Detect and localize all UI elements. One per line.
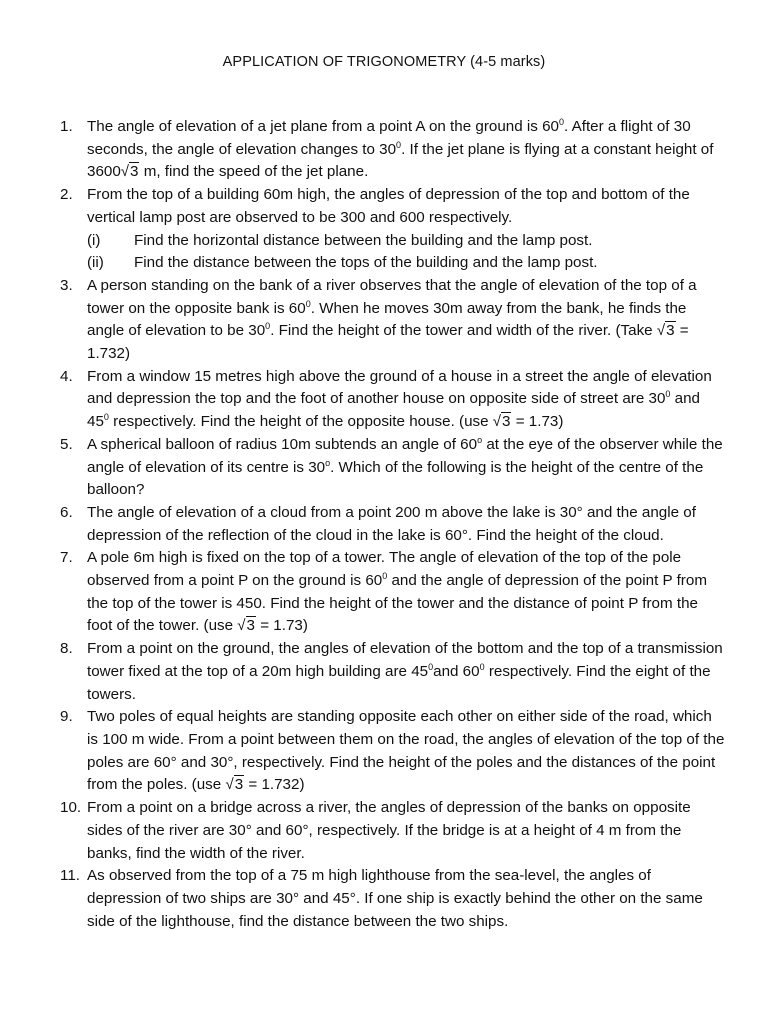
question-number: 3. — [60, 276, 73, 294]
question-text: The angle of elevation of a cloud from a point 200 m above the lake is 30° and the angle of depression of the reflection of the cloud in the lake is 60°. Find the height of the cloud. — [87, 503, 696, 544]
question-1 — [60, 116, 726, 184]
degree-superscript: 0 — [428, 661, 434, 672]
sub-question-text: Find the horizontal distance between the building and the lamp post. — [134, 231, 593, 249]
question-text: m, find the speed of the jet plane. — [139, 163, 369, 181]
question-number: 1. — [60, 118, 73, 135]
square-root-symbol: √3 — [237, 617, 255, 635]
question-7 — [60, 547, 726, 638]
question-text: From a window 15 metres high above the ground of a house in a street the angle of elevation and depression the top and the foot of another house on opposite side of street are 30 — [87, 367, 712, 408]
sub-question-ii — [87, 252, 726, 275]
question-text: and 60 — [433, 662, 480, 680]
document-title: APPLICATION OF TRIGONOMETRY (4-5 marks) — [222, 54, 546, 70]
question-number: 4. — [60, 367, 73, 385]
question-text: A pole 6m high is fixed on the top of a tower. The angle of elevation of the top of the pole observed from a point P on the ground is 60 — [87, 549, 682, 590]
degree-superscript: 0 — [665, 389, 671, 400]
question-6 — [60, 502, 726, 547]
question-5 — [60, 434, 726, 502]
question-number: 5. — [60, 435, 73, 453]
question-text: = 1.73) — [255, 617, 308, 635]
sub-question-label: (ii) — [87, 254, 104, 272]
sub-question-text: Find the distance between the tops of the building and the lamp post. — [134, 254, 598, 272]
question-text: A spherical balloon of radius 10m subtends an angle of 60 — [87, 435, 478, 453]
degree-superscript: o — [325, 457, 331, 468]
question-4 — [60, 366, 726, 434]
degree-superscript: 0 — [479, 661, 485, 672]
question-number: 8. — [60, 640, 73, 658]
question-text: respectively. Find the height of the opposite house. (use — [108, 413, 493, 431]
sub-question-label: (i) — [87, 231, 101, 249]
question-number: 7. — [60, 549, 73, 567]
question-text: As observed from the top of a 75 m high lighthouse from the sea-level, the angles of depression of two ships are 30° and 45°. If one ship is exactly behind the other on the same side of the lighthouse, find the distance between the two ships. — [87, 867, 703, 930]
question-8 — [60, 638, 726, 706]
degree-superscript: 0 — [103, 412, 109, 423]
question-text: at the eye of the observer while the angle of elevation of its centre is 30 — [87, 435, 723, 476]
question-text: . Which of the following is the height of the centre of the balloon? — [87, 458, 704, 499]
question-text: = 1.732) — [87, 322, 689, 363]
question-text: . Find the height of the tower and width of the river. (Take — [270, 322, 657, 340]
degree-superscript: 0 — [382, 571, 388, 582]
question-text: . When he moves 30m away from the bank, he finds the angle of elevation to be 30 — [87, 299, 687, 340]
question-number: 9. — [60, 708, 73, 726]
question-text: . After a flight of 30 seconds, the angle of elevation changes to 30 — [87, 118, 691, 158]
square-root-symbol: √3 — [656, 322, 675, 340]
sub-question-i — [87, 230, 726, 253]
question-number: 10. — [60, 799, 82, 817]
degree-superscript: 0 — [396, 139, 402, 150]
question-text: A person standing on the bank of a river observes that the angle of elevation of the top of a tower on the opposite bank is 60 — [87, 276, 697, 317]
degree-superscript: 0 — [265, 321, 271, 332]
square-root-symbol: √3 — [225, 776, 244, 794]
question-2 — [60, 184, 726, 275]
question-number: 11. — [60, 867, 80, 885]
question-10 — [60, 797, 726, 865]
question-text: Two poles of equal heights are standing opposite each other on either side of the road, which is 100 m wide. From a point between them on the road, the angles of elevation of the top of the poles are 60° and 30°, respectively. Find the height of the poles and the distances of the point from the poles. (use — [87, 708, 725, 794]
question-text: respectively. Find the eight of the towers. — [87, 662, 711, 703]
question-list — [60, 116, 726, 933]
question-text: From a point on the ground, the angles of elevation of the bottom and the top of a transmission tower fixed at the top of a 20m high building are 45 — [87, 640, 723, 680]
degree-superscript: o — [477, 434, 483, 445]
question-3 — [60, 275, 726, 366]
question-text: and 45 — [87, 390, 700, 431]
square-root-symbol: √3 — [120, 163, 139, 181]
question-text: From the top of a building 60m high, the angles of depression of the top and bottom of the vertical lamp post are observed to be 300 and 600 respectively. — [87, 186, 690, 226]
question-9 — [60, 706, 726, 797]
question-text: From a point on a bridge across a river, the angles of depression of the banks on opposite sides of the river are 30° and 60°, respectively. If the bridge is at a height of 4 m from the banks, find the width of the river. — [87, 799, 691, 862]
square-root-symbol: √3 — [492, 413, 511, 431]
question-text: = 1.73) — [511, 413, 564, 431]
question-11 — [60, 865, 726, 933]
question-text: . If the jet plane is flying at a constant height of 3600 — [87, 140, 714, 181]
degree-superscript: 0 — [558, 117, 564, 127]
degree-superscript: 0 — [305, 298, 311, 309]
question-number: 2. — [60, 186, 73, 204]
question-number: 6. — [60, 503, 73, 521]
question-text: and the angle of depression of the point P from the top of the tower is 450. Find the height of the tower and the distance of point P from the foot of the tower. (use — [87, 572, 707, 635]
question-text: = 1.732) — [244, 776, 305, 794]
question-text: The angle of elevation of a jet plane from a point A on the ground is 60 — [87, 118, 559, 135]
